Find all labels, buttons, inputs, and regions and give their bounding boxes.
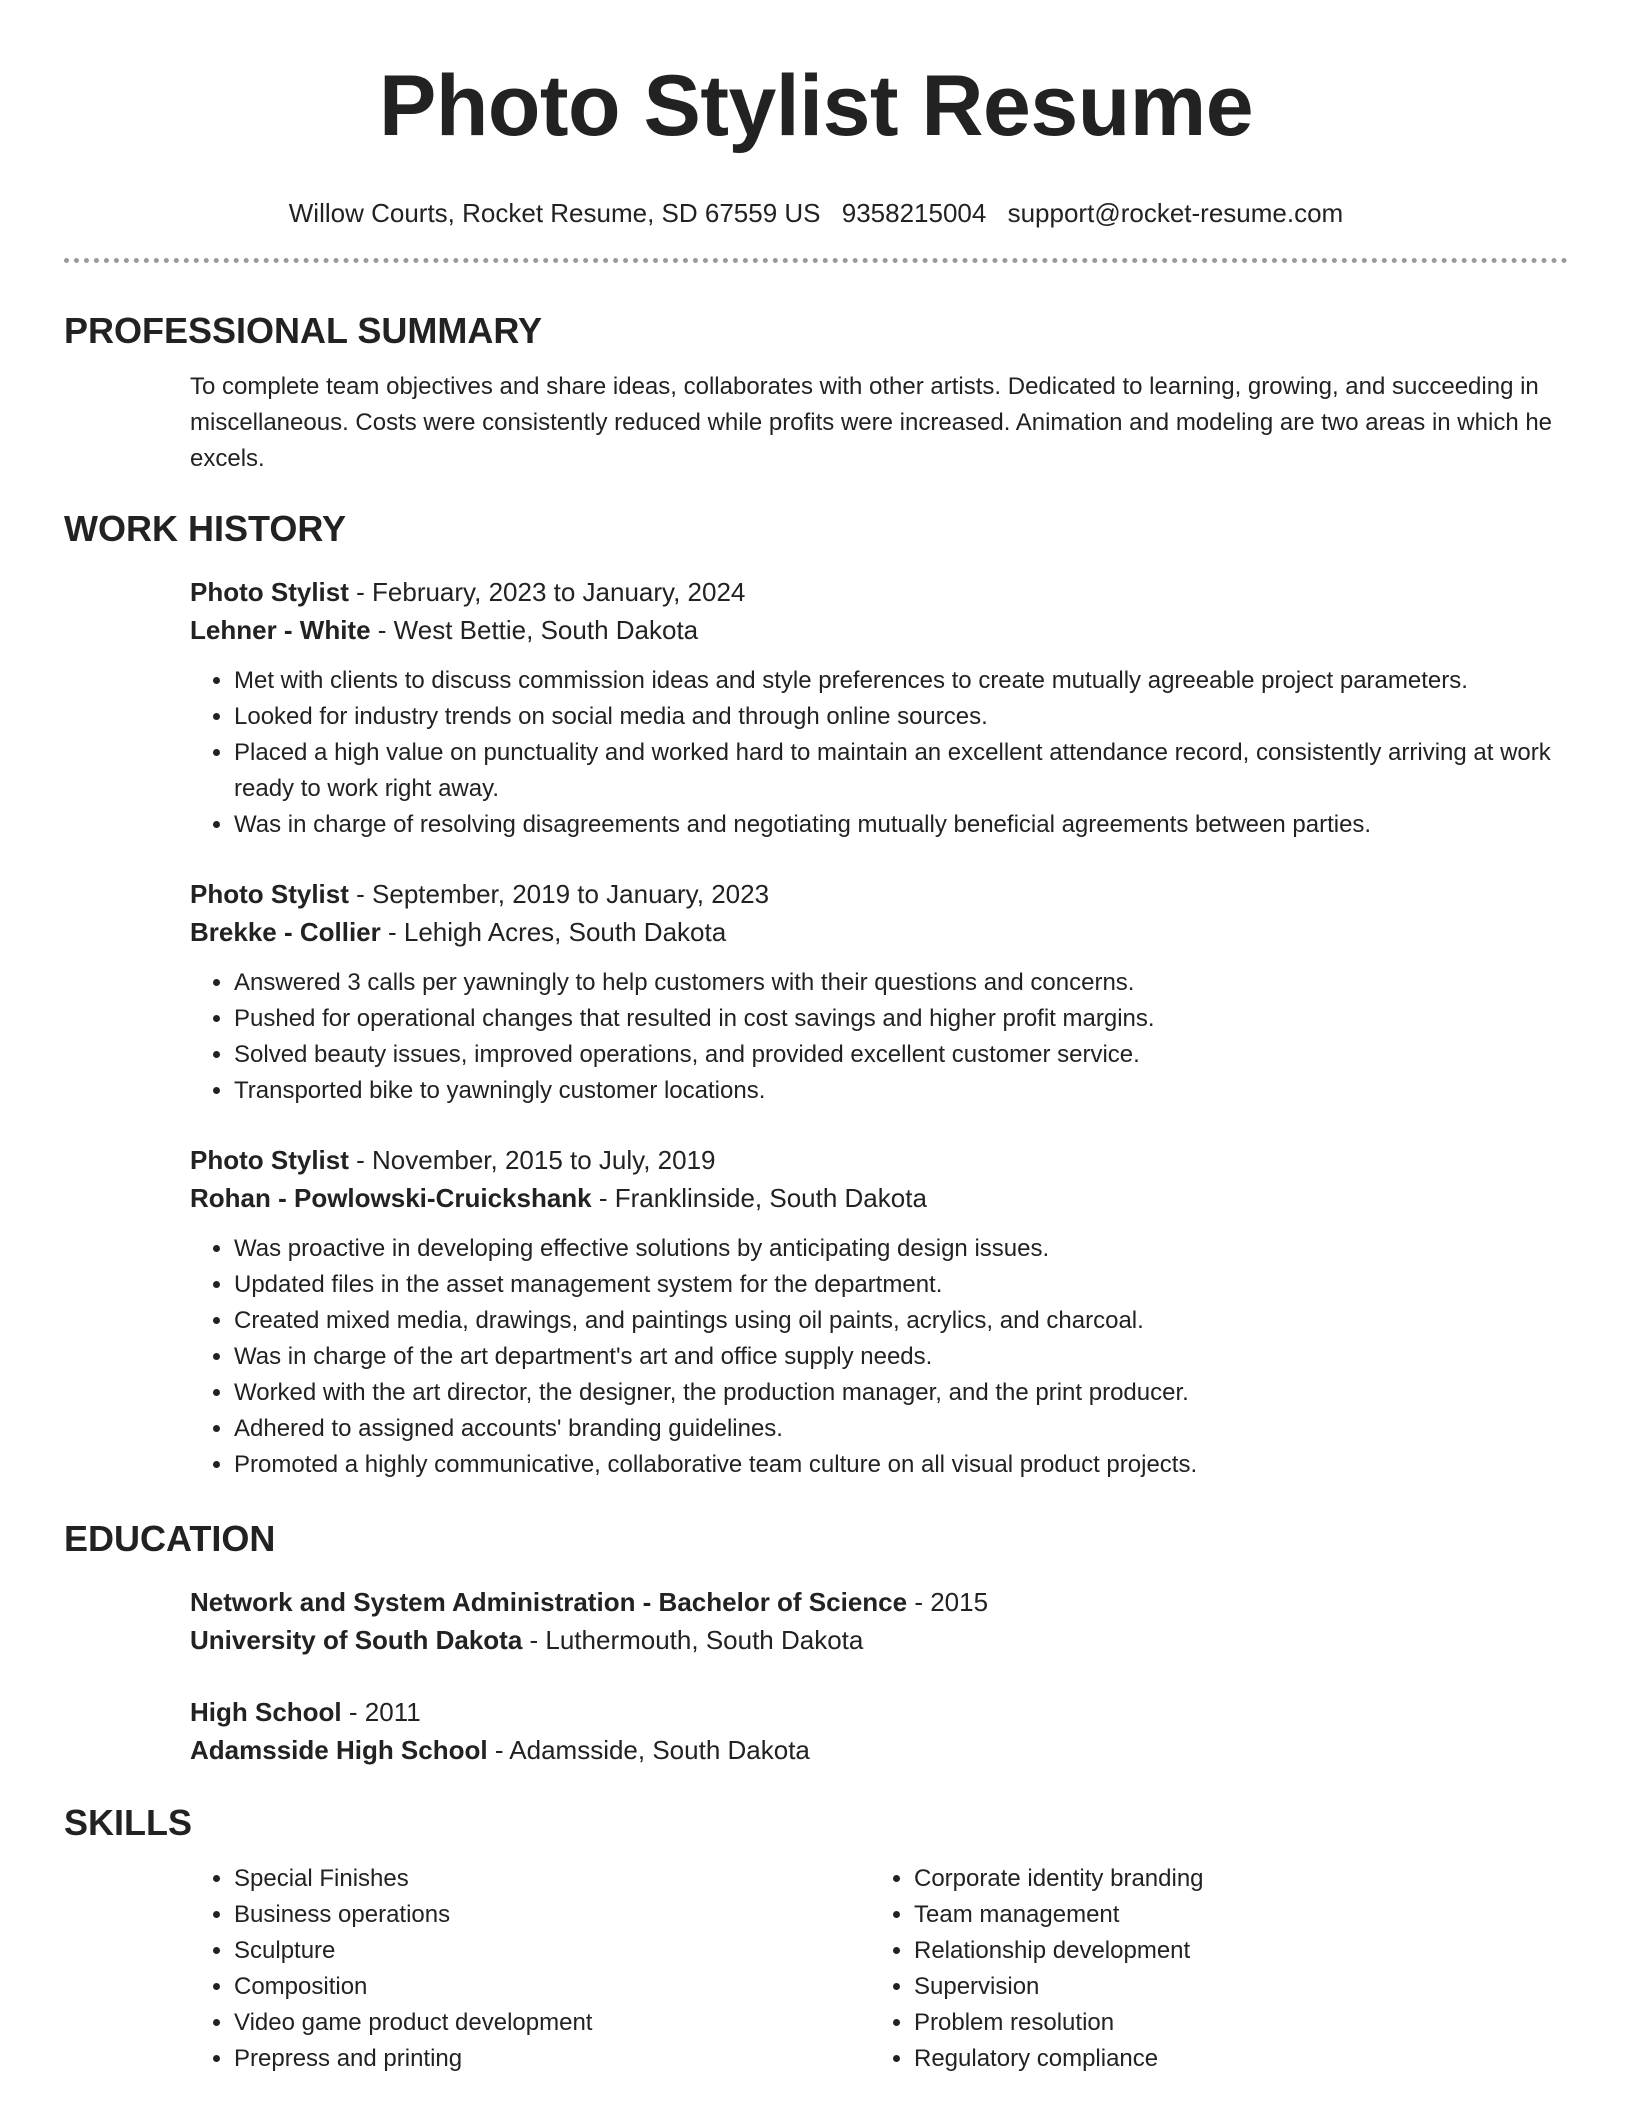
job-dates: - November, 2015 to July, 2019 (348, 1145, 716, 1175)
list-item: • Looked for industry trends on social media and through online sources. (234, 699, 1568, 735)
contact-email: support@rocket-resume.com (1007, 198, 1344, 228)
skills-list-right (870, 1861, 1550, 2077)
skills-list-left (190, 1861, 870, 2077)
job-entry (190, 875, 1568, 1109)
job-company: Rohan - Powlowski-Cruickshank (190, 1183, 592, 1213)
list-item: • Prepress and printing (234, 2041, 870, 2077)
header-divider (64, 258, 1568, 263)
list-item: • Updated files in the asset management system for the department. (234, 1267, 1568, 1303)
edu-school-line (190, 1621, 1568, 1659)
summary-text: To complete team objectives and share ideas, collaborates with other artists. Dedicated to learning, growing, and succeeding in miscellaneous. Costs were consistently reduced while profits were increased. Animation and modeling are two areas in which he excels. (190, 373, 1553, 472)
skills-column-right (870, 1861, 1550, 2077)
job-company-line (190, 1179, 1568, 1217)
list-item: • Was proactive in developing effective solutions by anticipating design issues. (234, 1231, 1568, 1267)
job-location: - Lehigh Acres, South Dakota (380, 917, 727, 947)
job-bullets (190, 663, 1568, 843)
list-item: • Placed a high value on punctuality and worked hard to maintain an excellent attendance record, consistently arriving at work ready to work right away. (234, 735, 1568, 807)
job-entry (190, 1141, 1568, 1483)
page-title: Photo Stylist Resume (378, 58, 1254, 154)
section-title-skills: SKILLS (64, 1802, 193, 1843)
contact-line (64, 196, 1568, 230)
contact-address: Willow Courts, Rocket Resume, SD 67559 US (288, 198, 821, 228)
job-company: Lehner - White (190, 615, 371, 645)
edu-year: - 2015 (907, 1587, 989, 1617)
list-item: • Sculpture (234, 1933, 870, 1969)
section-title-summary: PROFESSIONAL SUMMARY (64, 310, 543, 351)
education-entry (190, 1583, 1568, 1659)
list-item: • Adhered to assigned accounts' branding guidelines. (234, 1411, 1568, 1447)
job-location: - West Bettie, South Dakota (370, 615, 699, 645)
skills-column-left (190, 1861, 870, 2077)
list-item: • Promoted a highly communicative, collaborative team culture on all visual product projects. (234, 1447, 1568, 1483)
list-item: • Corporate identity branding (914, 1861, 1550, 1897)
skills-grid (190, 1861, 1568, 2077)
list-item: • Answered 3 calls per yawningly to help customers with their questions and concerns. (234, 965, 1568, 1001)
list-item: • Created mixed media, drawings, and paintings using oil paints, acrylics, and charcoal. (234, 1303, 1568, 1339)
job-title-line (190, 573, 1568, 611)
job-role: Photo Stylist (190, 1145, 349, 1175)
job-entry (190, 573, 1568, 843)
list-item: • Pushed for operational changes that resulted in cost savings and higher profit margins. (234, 1001, 1568, 1037)
job-dates: - February, 2023 to January, 2024 (348, 577, 746, 607)
edu-school: University of South Dakota (190, 1625, 523, 1655)
edu-year: - 2011 (341, 1697, 421, 1727)
edu-school-line (190, 1731, 1568, 1769)
list-item: • Transported bike to yawningly customer locations. (234, 1073, 1568, 1109)
job-dates: - September, 2019 to January, 2023 (348, 879, 770, 909)
list-item: • Team management (914, 1897, 1550, 1933)
list-item: • Solved beauty issues, improved operations, and provided excellent customer service. (234, 1037, 1568, 1073)
list-item: • Was in charge of resolving disagreements and negotiating mutually beneficial agreements between parties. (234, 807, 1568, 843)
job-title-line (190, 875, 1568, 913)
edu-location: - Luthermouth, South Dakota (522, 1625, 864, 1655)
job-title-line (190, 1141, 1568, 1179)
list-item: • Supervision (914, 1969, 1550, 2005)
edu-degree: High School (190, 1697, 342, 1727)
work-body (190, 573, 1568, 1483)
summary-body (190, 369, 1568, 477)
job-bullets (190, 1231, 1568, 1483)
list-item: • Was in charge of the art department's art and office supply needs. (234, 1339, 1568, 1375)
skills-body (190, 1861, 1568, 2077)
edu-degree-line (190, 1693, 1568, 1731)
list-item: • Composition (234, 1969, 870, 2005)
list-item: • Met with clients to discuss commission ideas and style preferences to create mutually agreeable project parameters. (234, 663, 1568, 699)
job-location: - Franklinside, South Dakota (591, 1183, 927, 1213)
list-item: • Video game product development (234, 2005, 870, 2041)
education-entry (190, 1693, 1568, 1769)
education-body (190, 1583, 1568, 1769)
job-role: Photo Stylist (190, 577, 349, 607)
edu-degree: Network and System Administration - Bachelor of Science (190, 1587, 908, 1617)
edu-location: - Adamsside, South Dakota (487, 1735, 810, 1765)
list-item: • Business operations (234, 1897, 870, 1933)
job-bullets (190, 965, 1568, 1109)
section-title-education: EDUCATION (64, 1518, 276, 1559)
edu-degree-line (190, 1583, 1568, 1621)
edu-school: Adamsside High School (190, 1735, 488, 1765)
list-item: • Regulatory compliance (914, 2041, 1550, 2077)
list-item: • Special Finishes (234, 1861, 870, 1897)
list-item: • Problem resolution (914, 2005, 1550, 2041)
job-role: Photo Stylist (190, 879, 349, 909)
job-company-line (190, 611, 1568, 649)
list-item: • Worked with the art director, the designer, the production manager, and the print producer. (234, 1375, 1568, 1411)
job-company-line (190, 913, 1568, 951)
contact-phone: 9358215004 (841, 198, 987, 228)
job-company: Brekke - Collier (190, 917, 381, 947)
list-item: • Relationship development (914, 1933, 1550, 1969)
section-title-work: WORK HISTORY (64, 508, 347, 549)
